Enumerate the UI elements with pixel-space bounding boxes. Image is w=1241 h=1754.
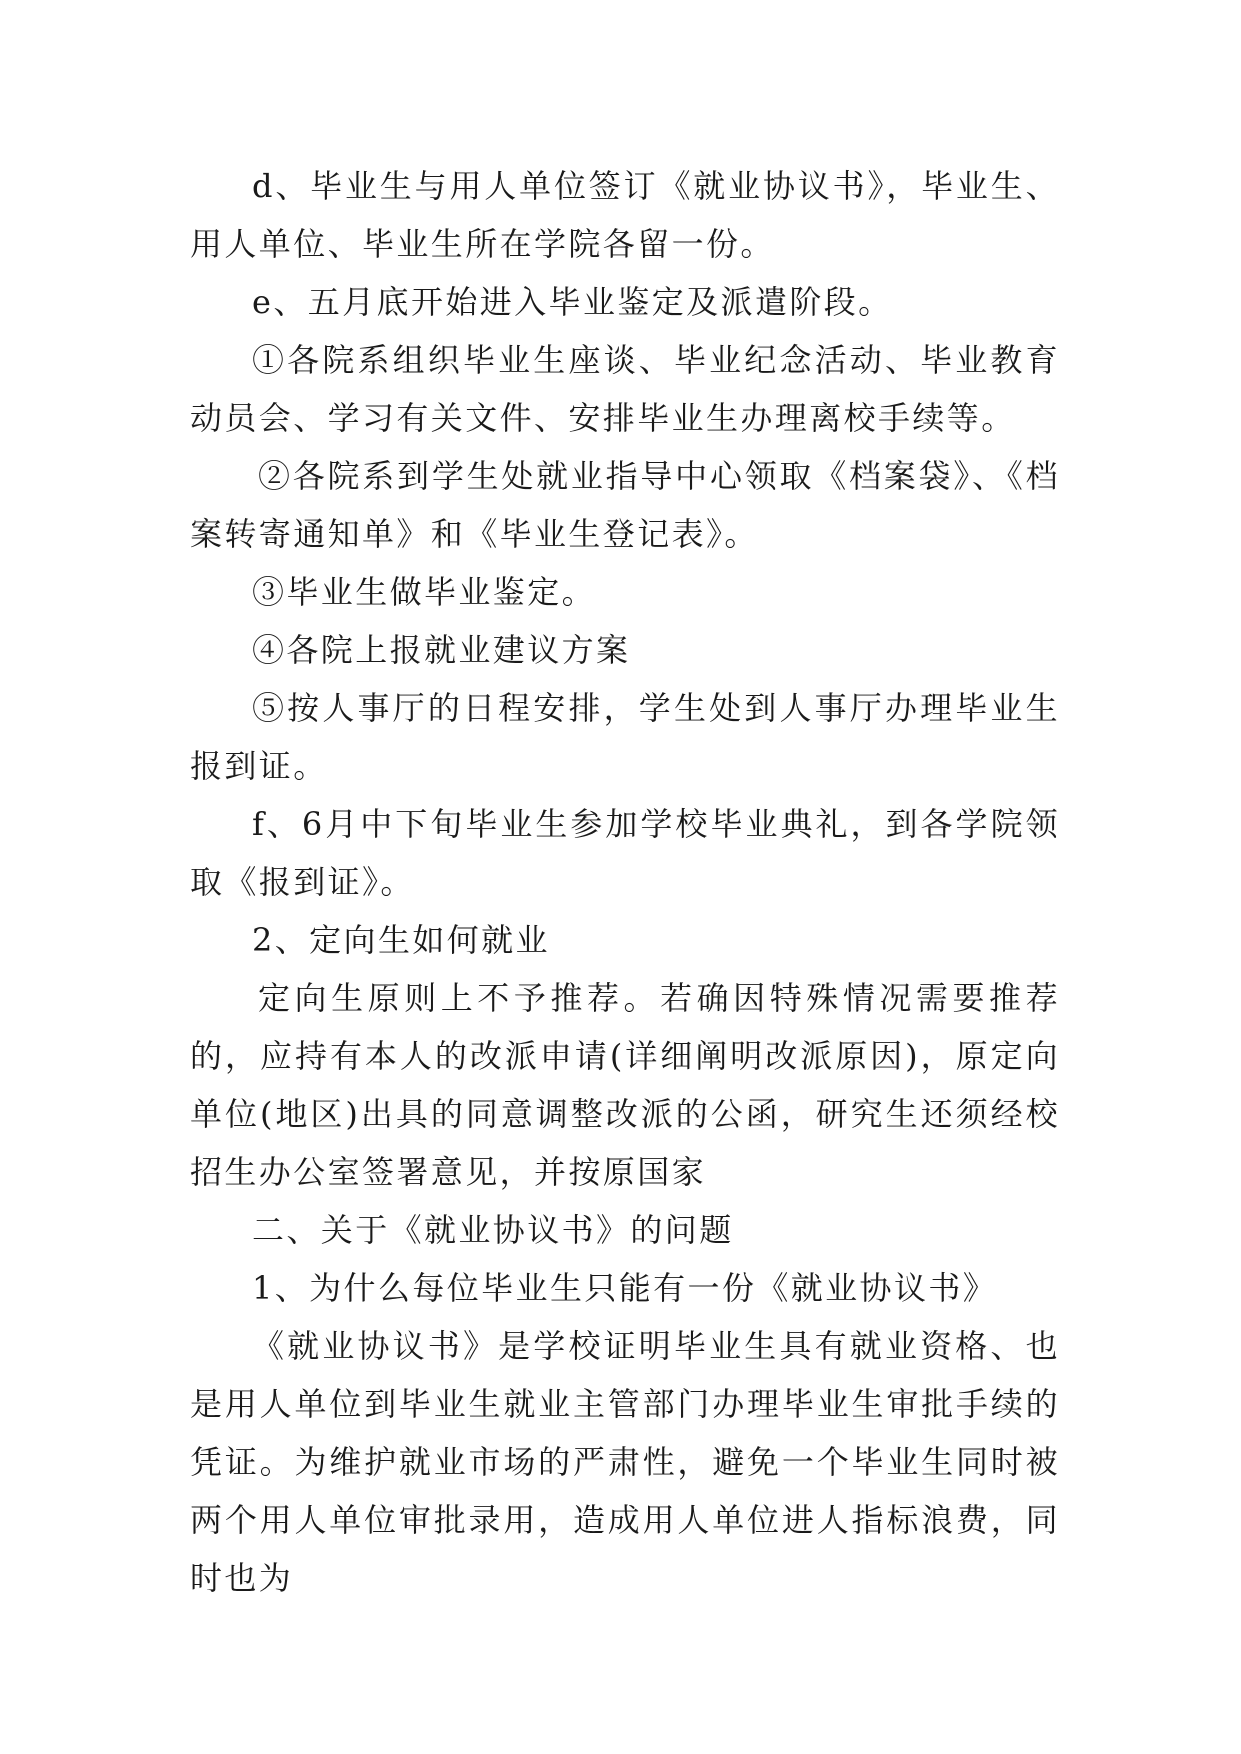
section-heading-directed-students: 2、定向生如何就业 <box>252 921 550 959</box>
paragraph-step-3: ③毕业生做毕业鉴定。 <box>252 573 597 611</box>
subheading-one-agreement: 1、为什么每位毕业生只能有一份《就业协议书》 <box>252 1269 998 1307</box>
paragraph-step-4: ④各院上报就业建议方案 <box>252 631 631 669</box>
paragraph-f-graduation: f、6月中下旬毕业生参加学校毕业典礼，到各学院领取《报到证》。 <box>190 805 1060 901</box>
paragraph-d-agreement-signing: d、毕业生与用人单位签订《就业协议书》，毕业生、用人单位、毕业生所在学院各留一份。 <box>190 167 1060 263</box>
paragraph-directed-students: 定向生原则上不予推荐。若确因特殊情况需要推荐的，应持有本人的改派申请(详细阐明改派原因)，原定向单位(地区)出具的同意调整改派的公函，研究生还须经校招生办公室签署意见，并按原国家 <box>190 979 1060 1191</box>
paragraph-step-5: ⑤按人事厅的日程安排，学生处到人事厅办理毕业生报到证。 <box>190 689 1060 785</box>
paragraph-step-1: ①各院系组织毕业生座谈、毕业纪念活动、毕业教育动员会、学习有关文件、安排毕业生办理离校手续等。 <box>190 341 1060 437</box>
paragraph-e-appraisal-stage: e、五月底开始进入毕业鉴定及派遣阶段。 <box>252 283 893 321</box>
paragraph-agreement-explanation: 《就业协议书》是学校证明毕业生具有就业资格、也是用人单位到毕业生就业主管部门办理毕业生审批手续的凭证。为维护就业市场的严肃性，避免一个毕业生同时被两个用人单位审批录用，造成用人单位进人指标浪费，同时也为 <box>190 1327 1060 1597</box>
section-heading-agreement-issues: 二、关于《就业协议书》的问题 <box>252 1211 734 1249</box>
paragraph-step-2: ②各院系到学生处就业指导中心领取《档案袋》、《档案转寄通知单》和《毕业生登记表》。 <box>190 457 1060 553</box>
document-body <box>190 157 1060 1607</box>
